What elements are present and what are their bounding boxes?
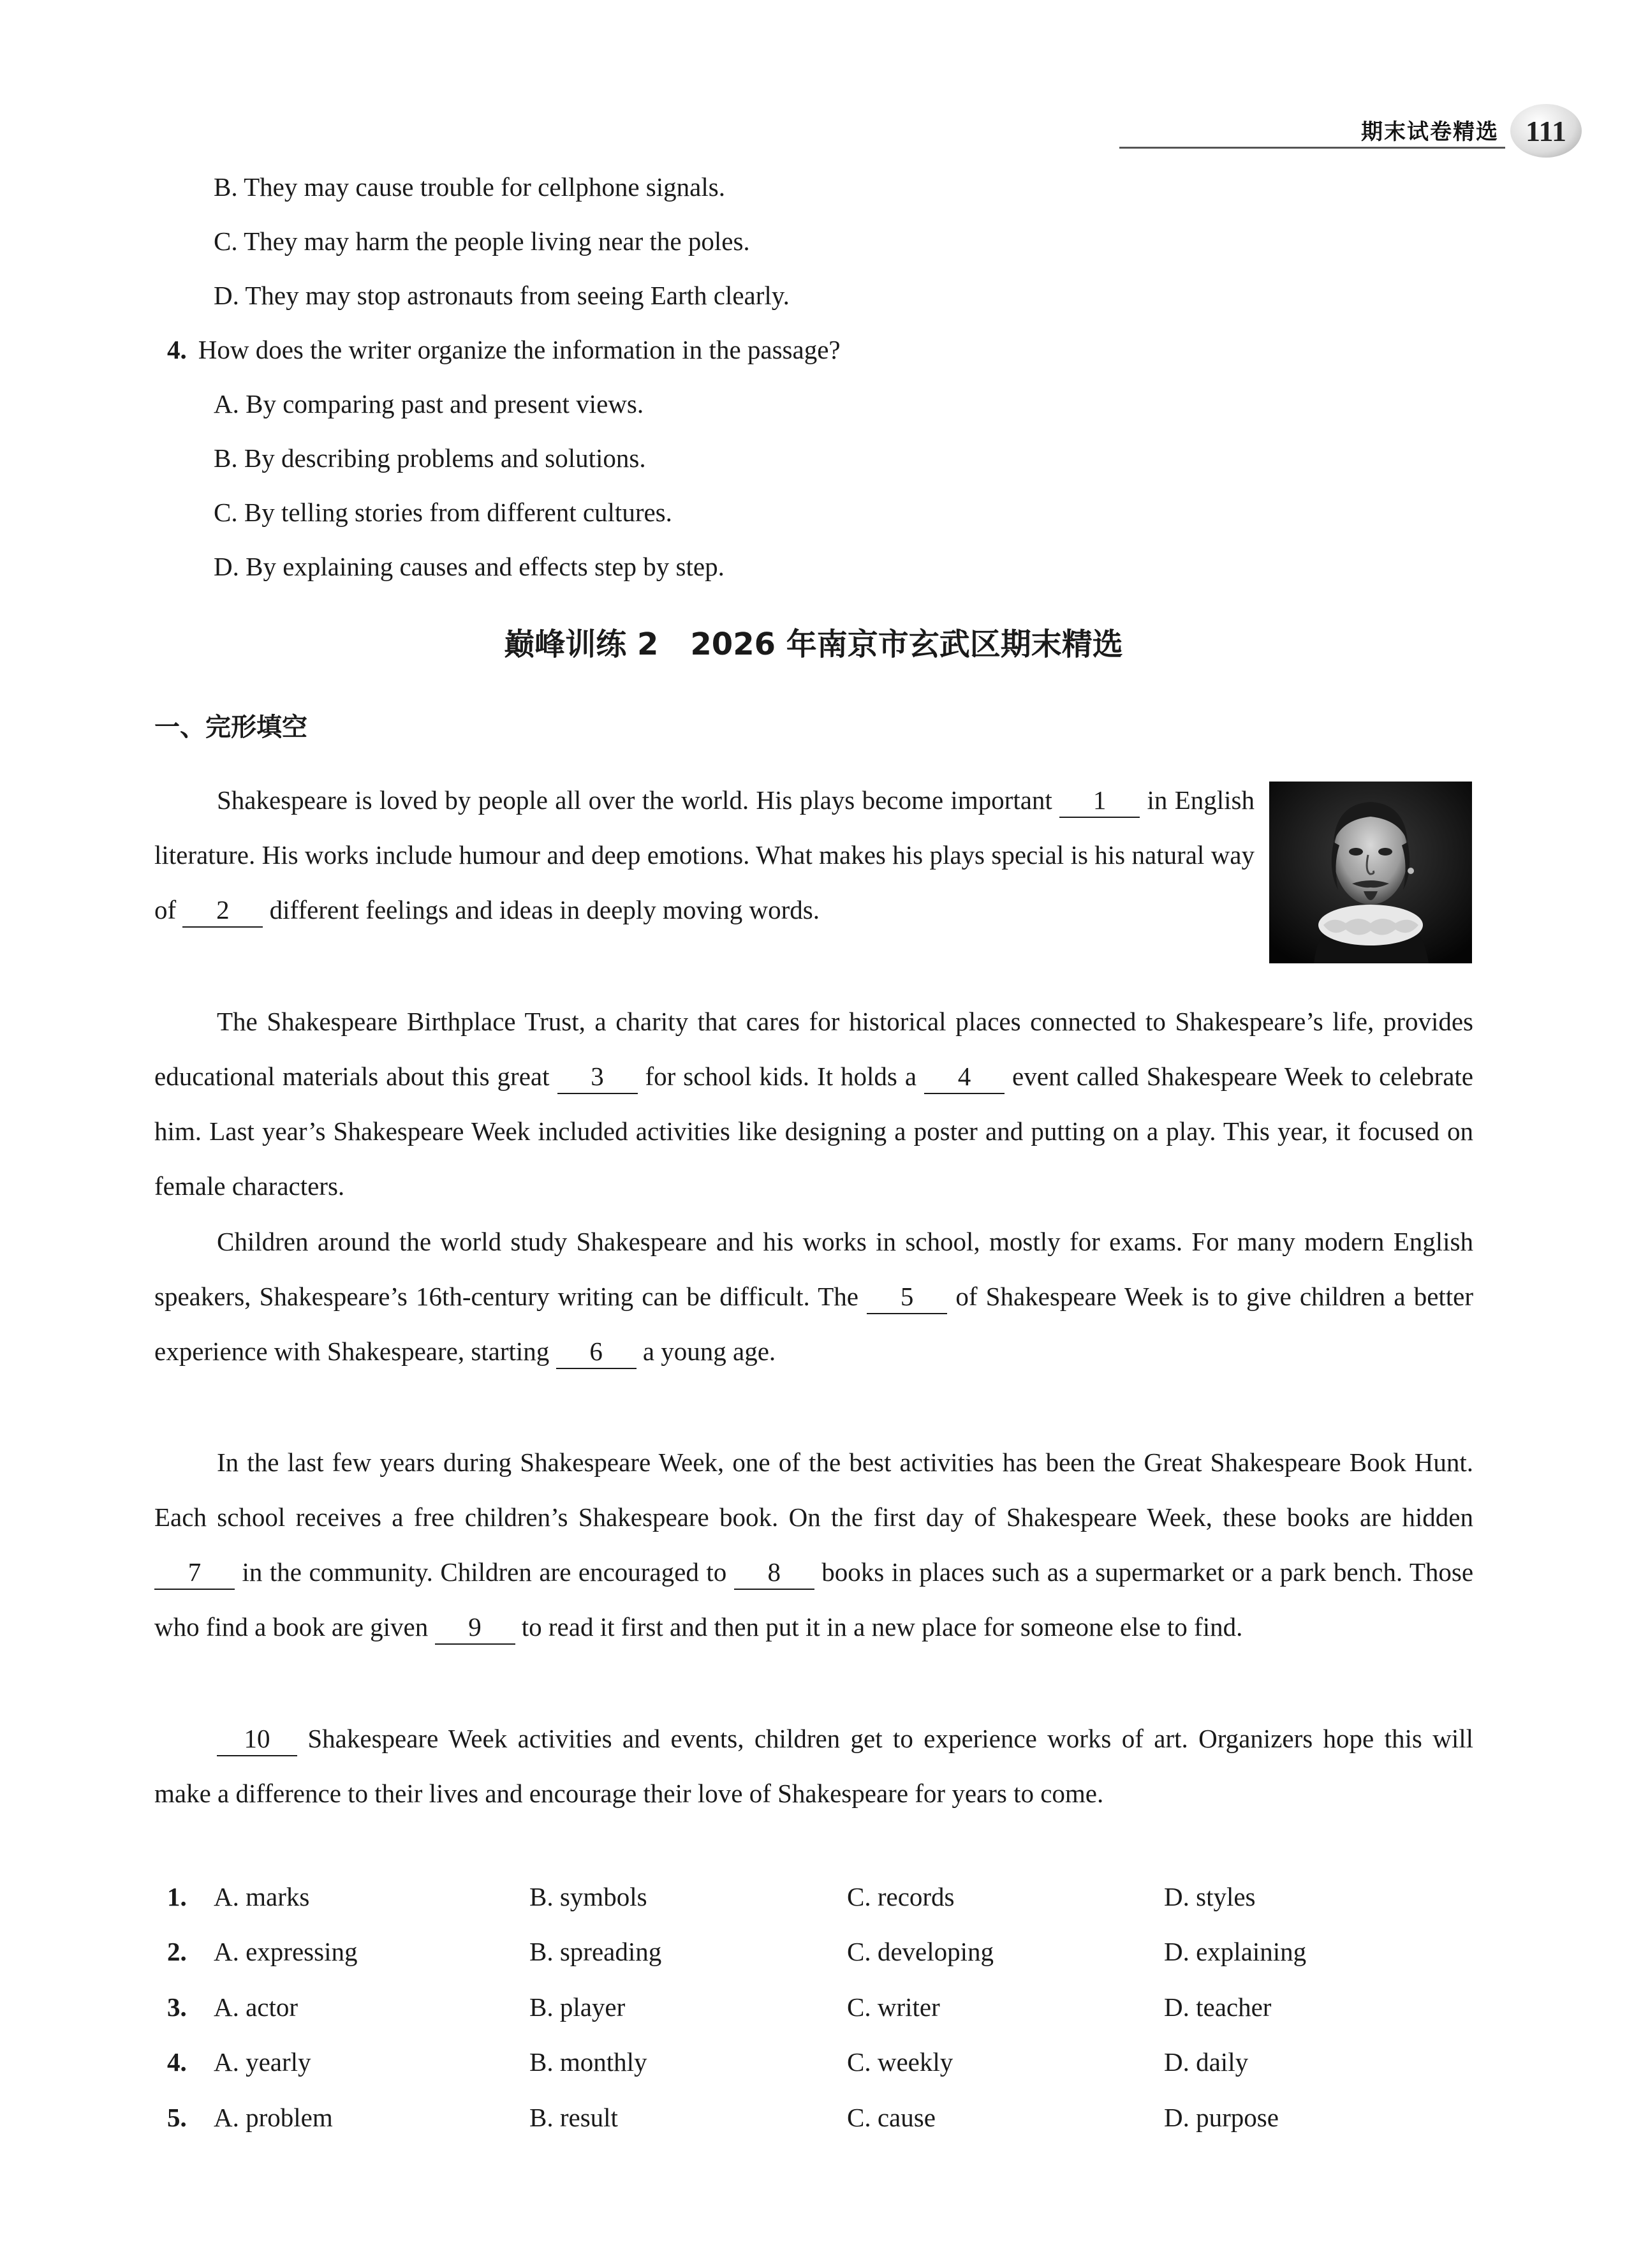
- choice-number: 5.: [167, 2103, 187, 2132]
- p4-text-4: to read it first and then put it in a new place for someone else to find.: [521, 1612, 1243, 1642]
- choice-c: C. weekly: [847, 2047, 953, 2077]
- p1-text-2: in English literature. His works include humour and deep emotions. What makes his plays special is his natural way of: [154, 785, 1255, 924]
- passage-paragraph-3: [154, 1214, 1473, 1379]
- shakespeare-portrait-image: [1269, 782, 1472, 963]
- page-number-badge: [1510, 104, 1582, 158]
- choice-d: D. explaining: [1164, 1937, 1307, 1966]
- blank-9: 9: [435, 1610, 515, 1645]
- blank-7: 7: [154, 1555, 235, 1590]
- passage-paragraph-1: [154, 773, 1255, 937]
- choice-b: B. monthly: [529, 2047, 647, 2077]
- choice-a: A. marks: [214, 1882, 310, 1911]
- p5-text-1: Shakespeare Week activities and events, children get to experience works of art. Organizers hope this will make a difference to their lives and encourage their love of Shakespeare for years to come.: [154, 1724, 1473, 1808]
- blank-6: 6: [556, 1335, 637, 1369]
- q4-option-b: B. By describing problems and solutions.: [214, 443, 646, 473]
- choice-a: A. expressing: [214, 1937, 358, 1966]
- choice-d: D. styles: [1164, 1882, 1256, 1911]
- p4-text-2: in the community. Children are encouraged to: [242, 1557, 727, 1587]
- blank-4: 4: [924, 1060, 1005, 1094]
- question-text: How does the writer organize the information in the passage?: [198, 335, 841, 364]
- blank-1: 1: [1059, 783, 1140, 818]
- blank-8: 8: [734, 1555, 814, 1590]
- page-number: 111: [1526, 114, 1566, 147]
- choice-number: 3.: [167, 1992, 187, 2022]
- p2-text-2: for school kids. It holds a: [645, 1062, 917, 1091]
- page-header: [1119, 104, 1588, 161]
- choice-a: A. actor: [214, 1992, 298, 2022]
- choice-b: B. result: [529, 2103, 618, 2132]
- question-4: [167, 330, 841, 369]
- choice-d: D. daily: [1164, 2047, 1249, 2077]
- p3-text-1: Children around the world study Shakespeare and his works in school, mostly for exams. For many modern English speakers, Shakespeare’s 16th-century writing can be difficult. The: [154, 1227, 1473, 1311]
- choice-b: B. spreading: [529, 1937, 662, 1966]
- passage-paragraph-2: [154, 994, 1473, 1213]
- choice-c: C. records: [847, 1882, 955, 1911]
- choice-number: 1.: [167, 1882, 187, 1911]
- passage-paragraph-5: [154, 1711, 1473, 1821]
- header-label: 期末试卷精选: [1361, 119, 1499, 145]
- p3-text-2: of Shakespeare Week is to give children a better experience with Shakespeare, starting: [154, 1282, 1474, 1366]
- choice-number: 2.: [167, 1937, 187, 1966]
- p3-text-3: a young age.: [642, 1337, 776, 1366]
- prev-option-c: C. They may harm the people living near the poles.: [214, 226, 750, 256]
- p1-text-3: different feelings and ideas in deeply moving words.: [269, 895, 820, 924]
- section-title-part2: 2026 年南京市玄武区期末精选: [690, 626, 1123, 662]
- choice-c: C. cause: [847, 2103, 936, 2132]
- prev-option-b: B. They may cause trouble for cellphone signals.: [214, 172, 725, 202]
- question-number: 4.: [167, 335, 187, 364]
- blank-10: 10: [217, 1722, 297, 1756]
- choice-a: A. yearly: [214, 2047, 311, 2077]
- q4-option-c: C. By telling stories from different cultures.: [214, 498, 672, 527]
- blank-2: 2: [182, 893, 263, 928]
- choice-d: D. purpose: [1164, 2103, 1279, 2132]
- choice-d: D. teacher: [1164, 1992, 1272, 2022]
- prev-option-d: D. They may stop astronauts from seeing Earth clearly.: [214, 281, 790, 310]
- p2-text-1: The Shakespeare Birthplace Trust, a charity that cares for historical places connected to Shakespeare’s life, provides educational materials about this great: [154, 1007, 1473, 1091]
- blank-3: 3: [557, 1060, 638, 1094]
- section-title: [0, 622, 1627, 667]
- p2-text-3: event called Shakespeare Week to celebrate him. Last year’s Shakespeare Week included activities like designing a poster and putting on a play. This year, it focused on female characters.: [154, 1062, 1473, 1201]
- section-title-part1: 巅峰训练 2: [504, 626, 659, 662]
- header-rule: [1119, 147, 1505, 149]
- choice-c: C. developing: [847, 1937, 994, 1966]
- choice-b: B. player: [529, 1992, 626, 2022]
- p4-text-1: In the last few years during Shakespeare Week, one of the best activities has been the Great Shakespeare Book Hunt. Each school receives a free children’s Shakespeare book. On the first day of Shakespeare Week, these books are hidden: [154, 1448, 1473, 1532]
- q4-option-d: D. By explaining causes and effects step by step.: [214, 552, 725, 581]
- passage-paragraph-4: [154, 1435, 1473, 1654]
- choice-number: 4.: [167, 2047, 187, 2077]
- choice-c: C. writer: [847, 1992, 940, 2022]
- choice-b: B. symbols: [529, 1882, 647, 1911]
- choice-a: A. problem: [214, 2103, 333, 2132]
- blank-5: 5: [867, 1280, 947, 1314]
- q4-option-a: A. By comparing past and present views.: [214, 389, 644, 419]
- p1-text-1: Shakespeare is loved by people all over the world. His plays become important: [217, 785, 1052, 815]
- p4-text-3: books in places such as a supermarket or a park bench. Those who find a book are given: [154, 1557, 1474, 1642]
- subsection-title: 一、完形填空: [154, 713, 307, 742]
